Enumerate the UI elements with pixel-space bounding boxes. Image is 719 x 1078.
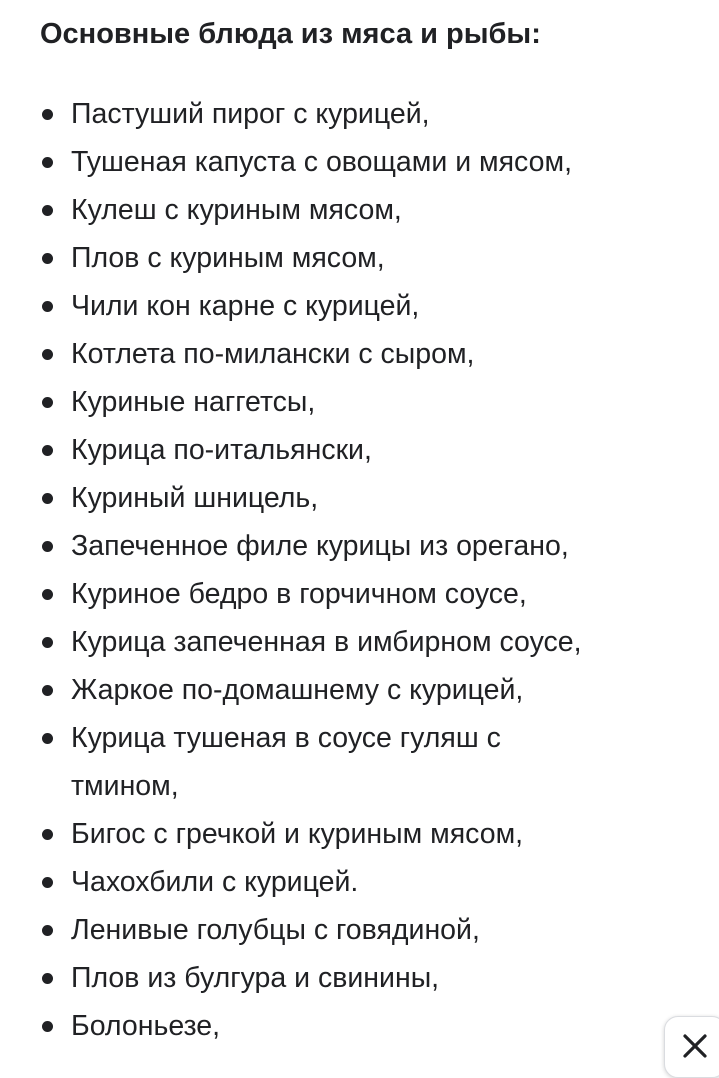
- list-item-text: Бигос с гречкой и куриным мясом,: [71, 818, 524, 850]
- bullet-icon: [42, 445, 53, 456]
- bullet-icon: [42, 349, 53, 360]
- list-item-text: Жаркое по-домашнему с курицей,: [71, 674, 524, 706]
- section-heading: Основные блюда из мяса и рыбы:: [40, 18, 541, 50]
- list-item: [40, 234, 680, 282]
- list-item-text: Курица по-итальянски,: [71, 434, 372, 466]
- list-item-text: Чахохбили с курицей.: [71, 866, 359, 898]
- list-item: [40, 618, 680, 666]
- list-item: [40, 378, 680, 426]
- list-item: [40, 90, 680, 138]
- list-item-text: Кулеш с куриным мясом,: [71, 194, 402, 226]
- list-item: [40, 954, 680, 1002]
- list-item: [40, 570, 680, 618]
- list-item: [40, 426, 680, 474]
- bullet-icon: [42, 925, 53, 936]
- bullet-icon: [42, 493, 53, 504]
- list-item: [40, 810, 680, 858]
- list-item: [40, 1002, 680, 1050]
- list-item-text: Куриный шницель,: [71, 482, 319, 514]
- list-item-text: Курица запеченная в имбирном соусе,: [71, 626, 582, 658]
- list-item-text: Котлета по-милански с сыром,: [71, 338, 475, 370]
- bullet-icon: [42, 1021, 53, 1032]
- list-item: [40, 522, 680, 570]
- list-item-text: Плов из булгура и свинины,: [71, 962, 440, 994]
- bullet-icon: [42, 205, 53, 216]
- list-item: [40, 714, 511, 810]
- list-item-text: Куриные наггетсы,: [71, 386, 316, 418]
- list-item: [40, 858, 680, 906]
- bullet-icon: [42, 829, 53, 840]
- list-item-text: Болоньезе,: [71, 1010, 221, 1042]
- close-button[interactable]: [664, 1016, 719, 1078]
- close-icon: [682, 1033, 708, 1059]
- list-item-text: Курица тушеная в соусе гуляш с тмином,: [71, 722, 501, 802]
- list-item: [40, 906, 680, 954]
- bullet-icon: [42, 877, 53, 888]
- list-item: [40, 666, 680, 714]
- list-item-text: Плов с куриным мясом,: [71, 242, 385, 274]
- list-item-text: Пастуший пирог с курицей,: [71, 98, 430, 130]
- bullet-icon: [42, 541, 53, 552]
- list-item-text: Ленивые голубцы с говядиной,: [71, 914, 480, 946]
- list-item: [40, 138, 680, 186]
- list-item: [40, 282, 680, 330]
- bullet-icon: [42, 589, 53, 600]
- bullet-icon: [42, 733, 53, 744]
- list-item-text: Тушеная капуста с овощами и мясом,: [71, 146, 572, 178]
- list-item: [40, 330, 680, 378]
- list-item-text: Чили кон карне с курицей,: [71, 290, 420, 322]
- bullet-icon: [42, 253, 53, 264]
- dish-list: [40, 90, 680, 1050]
- list-item: [40, 474, 680, 522]
- bullet-icon: [42, 301, 53, 312]
- bullet-icon: [42, 157, 53, 168]
- bullet-icon: [42, 685, 53, 696]
- bullet-icon: [42, 397, 53, 408]
- bullet-icon: [42, 973, 53, 984]
- bullet-icon: [42, 109, 53, 120]
- list-item-text: Запеченное филе курицы из орегано,: [71, 530, 569, 562]
- list-item: [40, 186, 680, 234]
- list-item-text: Куриное бедро в горчичном соусе,: [71, 578, 527, 610]
- bullet-icon: [42, 637, 53, 648]
